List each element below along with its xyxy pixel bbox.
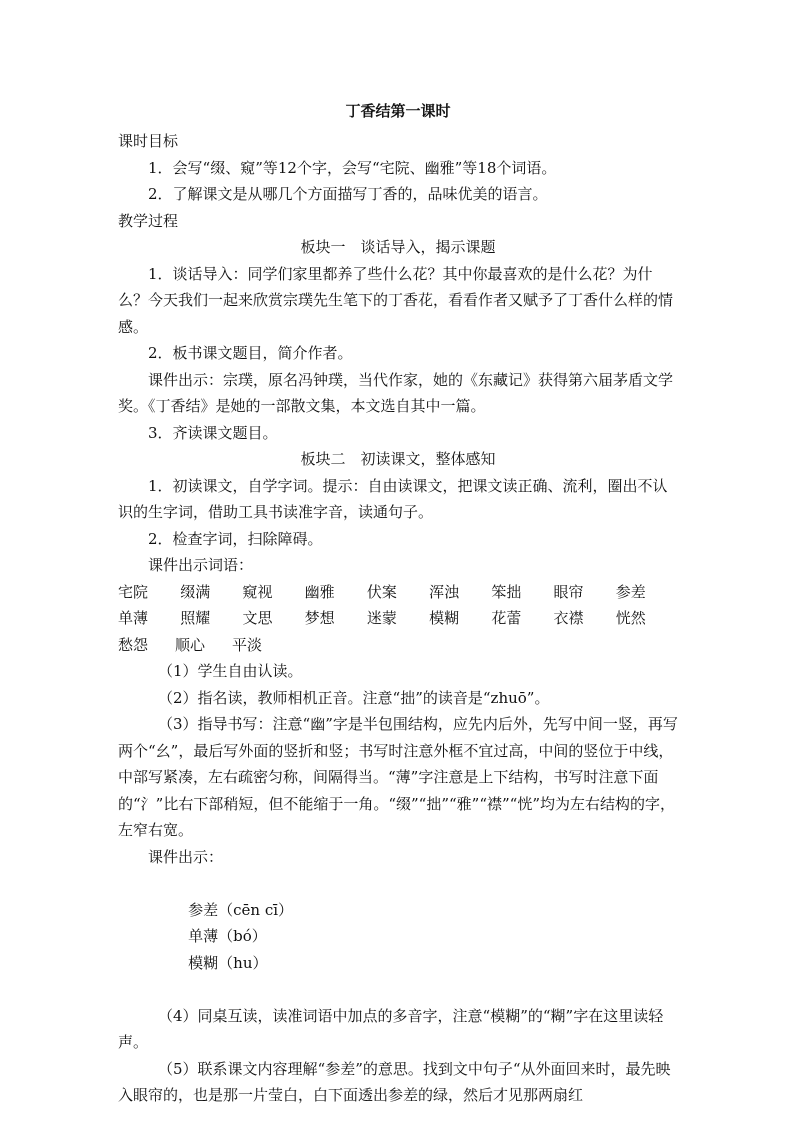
- step-item: （4）同桌互读，读准词语中加点的多音字，注意“模糊”的“糊”字在这里读轻声。: [118, 1006, 664, 1051]
- vocab-word: 幽雅: [304, 582, 335, 601]
- step-item: （3）指导书写：注意“幽”字是半包围结构，应先内后外，先写中间一竖，再写两个“幺”，最后写外面的竖折和竖；书写时注意外框不宜过高，中间的竖位于中线，中部写紧凑，左右疏密匀称，间隔得当。“薄”字注意是上下结构，书写时注意下面的“氵”比右下部稍短，但不能缩于一角。“缀”“拙”“雅”“襟”“恍”均为左右结构的字，左窄右宽。: [118, 715, 678, 839]
- block1-heading: 板块一 谈话导入，揭示课题: [300, 238, 496, 256]
- process-heading: 教学过程: [118, 211, 179, 230]
- word-row: [118, 632, 678, 659]
- pinyin-item: 模糊（hu）: [188, 953, 268, 972]
- vocab-word: 花蕾: [491, 609, 522, 627]
- step-item: （1）学生自由认读。: [158, 662, 303, 680]
- paragraph: 1．初读课文，自学字词。提示：自由读课文，把课文读正确、流利，圈出不认识的生字词，借助工具书读准字音，读通句子。: [118, 476, 668, 521]
- paragraph: 课件出示：宗璞，原名冯钟璞，当代作家，她的《东藏记》获得第六届茅盾文学奖。《丁香结》是她的一部散文集，本文选自其中一篇。: [118, 370, 674, 415]
- vocab-word: 愁怨: [118, 635, 149, 654]
- paragraph: 课件出示词语：: [148, 556, 254, 574]
- vocab-word: 笨拙: [491, 582, 522, 601]
- vocab-word: 单薄: [118, 609, 149, 627]
- paragraph: 1．谈话导入：同学们家里都养了些什么花？其中你最喜欢的是什么花？为什么？今天我们一起来欣赏宗璞先生笔下的丁香花，看看作者又赋予了丁香什么样的情感。: [118, 264, 674, 336]
- document-body: [118, 128, 678, 1109]
- word-row: [118, 605, 678, 632]
- vocab-word: 恍然: [615, 609, 646, 627]
- vocab-word: 照耀: [180, 609, 211, 627]
- pinyin-item: 单薄（bó）: [188, 927, 267, 945]
- vocab-word: 平淡: [232, 635, 263, 654]
- vocab-word: 参差: [615, 582, 646, 601]
- vocab-word: 伏案: [366, 582, 397, 601]
- pinyin-row: [118, 870, 678, 1003]
- vocab-word: 缀满: [180, 582, 211, 601]
- vocab-word: 衣襟: [553, 609, 584, 627]
- paragraph: 2．检查字词，扫除障碍。: [148, 529, 323, 548]
- goal-item: 2．了解课文是从哪几个方面描写丁香的，品味优美的语言。: [148, 185, 548, 203]
- paragraph: 3．齐读课文题目。: [148, 423, 278, 442]
- vocab-word: 顺心: [175, 635, 206, 654]
- vocab-word: 宅院: [118, 582, 149, 601]
- vocab-word: 模糊: [429, 609, 460, 627]
- block2-heading: 板块二 初读课文，整体感知: [300, 450, 496, 468]
- pinyin-item: 参差（cēn cī）: [188, 900, 294, 919]
- paragraph: 2．板书课文题目，简介作者。: [148, 344, 353, 362]
- ppt-label: 课件出示：: [148, 847, 224, 866]
- goal-item: 1．会写“缀、窥”等12个字，会写“宅院、幽雅”等18个词语。: [148, 158, 557, 177]
- step-item: （2）指名读，教师相机正音。注意“拙”的读音是“zhuō”。: [158, 688, 550, 707]
- vocab-word: 窥视: [242, 582, 273, 601]
- vocab-word: 文思: [242, 609, 273, 627]
- vocab-word: 迷蒙: [366, 609, 397, 627]
- step-item: （5）联系课文内容理解“参差”的意思。找到文中句子“从外面回来时，最先映入眼帘的，也是那一片莹白，白下面透出参差的绿，然后才见那两扇红: [118, 1059, 671, 1104]
- vocab-word: 浑浊: [429, 582, 460, 601]
- page-title: 丁香结第一课时: [345, 102, 451, 120]
- vocab-word: 眼帘: [553, 582, 584, 601]
- vocab-word: 梦想: [304, 609, 335, 627]
- goals-heading: 课时目标: [118, 132, 179, 150]
- word-row: [118, 579, 678, 606]
